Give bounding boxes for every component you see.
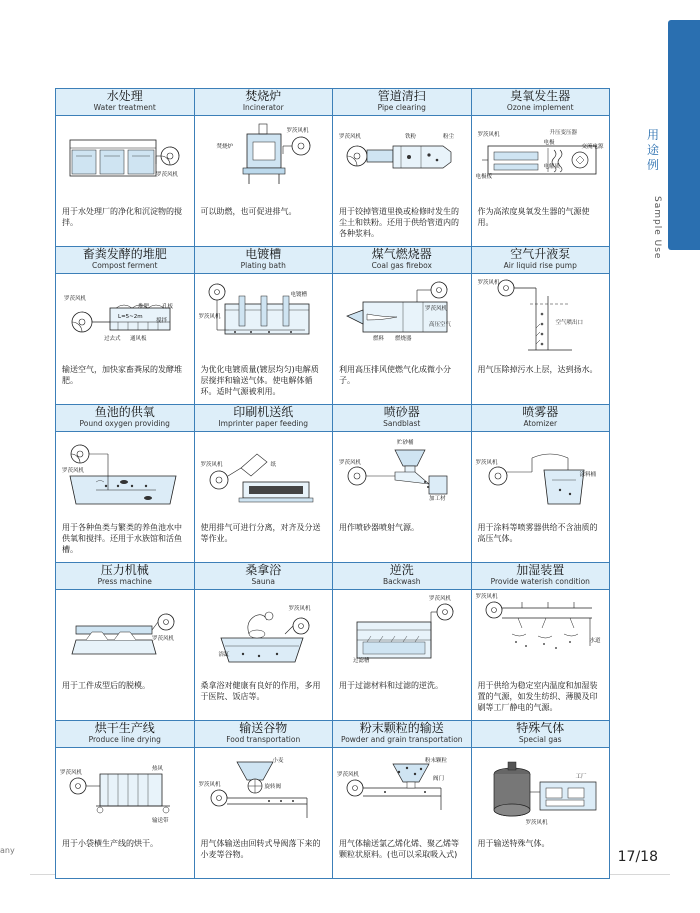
table-body-row <box>56 432 610 563</box>
title-cn: 喷砂器 <box>383 405 420 419</box>
cell-title-press-machine <box>56 563 195 590</box>
illustration-powder-grain-transportation <box>333 748 471 836</box>
illustration-press-machine <box>56 590 194 678</box>
title-cn: 煤气燃烧器 <box>371 247 432 261</box>
title-en: Press machine <box>97 577 152 586</box>
title-cn: 管道清扫 <box>377 89 426 103</box>
description: 使用排气可进行分离，对齐及分送等作业。 <box>200 523 321 543</box>
cell-title-imprinter-paper-feeding <box>194 405 333 432</box>
table-body-row <box>56 590 610 721</box>
label-factory: 工厂 <box>575 774 587 780</box>
cell-title-air-liquid-rise-pump <box>471 247 610 274</box>
label-blower: 罗茨风机 <box>525 820 548 826</box>
label-fuel: 燃料 <box>373 336 385 342</box>
title-en: Incinerator <box>242 103 284 112</box>
label-blower: 罗茨风机 <box>198 314 221 320</box>
illustration-backwash <box>333 590 471 678</box>
cell-body-pound-oxygen <box>56 432 195 563</box>
label-workpiece: 加工材 <box>429 496 446 502</box>
illustration-waterish-condition <box>472 590 610 678</box>
title-en: Pipe clearing <box>377 103 426 112</box>
title-en: Air liquid rise pump <box>503 261 577 270</box>
cell-title-pipe-clearing <box>333 89 472 116</box>
title-cn: 喷雾器 <box>522 405 559 419</box>
illustration-air-liquid-rise-pump <box>472 274 610 362</box>
title-cn: 印刷机送纸 <box>233 405 294 419</box>
description: 用于铰掉管道里换或检修时发生的尘土和铁粉。还用于供给管道内的各种浆料。 <box>339 207 459 238</box>
label-vent-plate: 通风板 <box>130 336 147 342</box>
cell-body-food-transportation <box>194 748 333 879</box>
label-blower: 罗茨风机 <box>425 306 448 312</box>
illustration-water-treatment <box>56 116 194 204</box>
cell-body-produce-line-drying <box>56 748 195 879</box>
illustration-produce-line-drying <box>56 748 194 836</box>
title-en: Coal gas firebox <box>371 261 432 270</box>
cell-body-water-treatment <box>56 116 195 247</box>
side-tab-marker <box>668 20 700 250</box>
label-plating-bath: 电镀槽 <box>290 292 308 298</box>
label-wheat: 小麦 <box>272 758 284 764</box>
label-transformer: 升压变压器 <box>549 130 578 136</box>
cell-title-food-transportation <box>194 721 333 748</box>
description: 为优化电镀质量(镀层均匀)电解质层搅拌和输送气体。使电解体循环。适时气源被利用。 <box>200 365 319 396</box>
cell-title-plating-bath <box>194 247 333 274</box>
label-blower: 罗茨风机 <box>288 606 311 612</box>
label-blower: 罗茨风机 <box>337 772 360 778</box>
illustration-compost-ferment <box>56 274 194 362</box>
description: 用于供给为稳定室内温度和加湿装置的气源，如发生纺织、薄膜及印刷等工厂静电的气源。 <box>477 681 598 712</box>
cell-body-sauna <box>194 590 333 721</box>
description: 用于小袋横生产线的烘干。 <box>62 839 158 848</box>
label-rotary-valve: 旋转阀 <box>264 784 282 790</box>
cell-title-sandblast <box>333 405 472 432</box>
label-blower: 罗茨风机 <box>156 172 179 178</box>
description: 用气压除掉污水上层，达到扬水。 <box>477 365 598 374</box>
cell-title-incinerator <box>194 89 333 116</box>
description: 桑拿浴对健康有良好的作用，多用于医院、饭店等。 <box>200 681 321 701</box>
label-blower: 罗茨风机 <box>152 636 175 642</box>
label-paint-bucket: 涂料桶 <box>579 472 597 478</box>
cell-body-atomizer <box>471 432 610 563</box>
cell-body-powder-grain-transportation <box>333 748 472 879</box>
illustration-sandblast <box>333 432 471 520</box>
title-en: Special gas <box>518 735 562 744</box>
title-cn: 鱼池的供氧 <box>94 405 155 419</box>
title-cn: 输送谷物 <box>239 721 288 735</box>
label-valve: 阀门 <box>433 776 445 782</box>
title-en: Sandblast <box>383 419 421 428</box>
description: 可以助燃，也可促进排气。 <box>200 207 297 216</box>
description: 用于涂料等喷雾器供给不含油质的高压气体。 <box>477 523 598 543</box>
cell-body-coal-gas-firebox <box>333 274 472 405</box>
title-cn: 畜粪发酵的堆肥 <box>82 247 167 261</box>
label-air-outlet: 空气喷出口 <box>555 320 584 326</box>
label-high-pressure-air: 高压空气 <box>429 322 452 328</box>
label-filter-tank: 过滤槽 <box>353 658 370 664</box>
title-cn: 特殊气体 <box>516 721 565 735</box>
cell-title-water-treatment <box>56 89 195 116</box>
label-dust: 粉尘 <box>443 134 455 140</box>
label-burner: 燃烧器 <box>395 336 412 342</box>
illustration-sauna <box>195 590 333 678</box>
title-en: Sauna <box>251 577 275 586</box>
label-orifice-plate: 孔板 <box>162 304 174 310</box>
label-paper: 纸 <box>270 462 277 468</box>
title-en: Provide waterish condition <box>490 577 590 586</box>
label-sand-hopper: 贮砂桶 <box>397 440 414 446</box>
cell-title-coal-gas-firebox <box>333 247 472 274</box>
illustration-pipe-clearing <box>333 116 471 204</box>
label-blower: 罗茨风机 <box>475 460 498 466</box>
title-cn: 逆洗 <box>389 563 414 577</box>
cell-title-compost-ferment <box>56 247 195 274</box>
title-cn: 水处理 <box>106 89 143 103</box>
label-electrode: 电极 <box>543 140 555 146</box>
title-en: Powder and grain transportation <box>340 735 463 744</box>
label-blower: 罗茨风机 <box>62 468 85 474</box>
cell-body-plating-bath <box>194 274 333 405</box>
illustration-pound-oxygen <box>56 432 194 520</box>
title-en: Pound oxygen providing <box>79 419 170 428</box>
cell-title-pound-oxygen <box>56 405 195 432</box>
description: 用气体输送由回转式导阀落下来的小麦等谷物。 <box>200 839 321 859</box>
label-bathtub: 浴缸 <box>218 652 230 658</box>
cell-body-ozone-implement <box>471 116 610 247</box>
illustration-plating-bath <box>195 274 333 362</box>
label-blower: 罗茨风机 <box>64 296 87 302</box>
description: 用于水处理厂的净化和沉淀物的搅拌。 <box>62 207 182 227</box>
sample-use-table <box>55 88 610 879</box>
cell-title-waterish-condition <box>471 563 610 590</box>
description: 用气体输送氯乙烯化烯、聚乙烯等颗粒状原料。(也可以采取吸入式) <box>339 839 459 859</box>
title-cn: 加湿装置 <box>516 563 565 577</box>
label-stir: 搅拌 <box>156 318 168 324</box>
cell-body-imprinter-paper-feeding <box>194 432 333 563</box>
title-en: Food transportation <box>226 735 301 744</box>
description: 用于输送特殊气体。 <box>477 839 550 848</box>
description: 用于各种鱼类与繁类的养鱼池水中供氧和搅拌。还用于水族馆和活鱼槽。 <box>62 523 182 554</box>
label-blower: 罗茨风机 <box>339 460 362 466</box>
title-cn: 烘干生产线 <box>94 721 155 735</box>
title-en: Water treatment <box>93 103 156 112</box>
cell-title-produce-line-drying <box>56 721 195 748</box>
table-body-row <box>56 274 610 405</box>
label-blower: 罗茨风机 <box>60 770 83 776</box>
title-en: Plating bath <box>240 261 286 270</box>
title-en: Backwash <box>382 577 421 586</box>
title-en: Atomizer <box>523 419 558 428</box>
label-blower: 罗茨风机 <box>477 132 500 138</box>
description: 作为高浓度臭氧发生器的气源使用。 <box>477 207 590 227</box>
cell-title-special-gas <box>471 721 610 748</box>
cell-title-sauna <box>194 563 333 590</box>
table-header-row <box>56 721 610 748</box>
label-electrolyte: 电解质 <box>543 164 561 170</box>
cell-body-sandblast <box>333 432 472 563</box>
label-blower: 罗茨风机 <box>286 128 309 134</box>
illustration-incinerator <box>195 116 333 204</box>
table-header-row <box>56 247 610 274</box>
cell-body-waterish-condition <box>471 590 610 721</box>
label-blower: 罗茨风机 <box>429 596 452 602</box>
title-cn: 电镀槽 <box>245 247 282 261</box>
label-incinerator-part: 焚烧炉 <box>216 144 234 150</box>
cell-body-pipe-clearing <box>333 116 472 247</box>
table-body-row <box>56 748 610 879</box>
label-hot-air: 热风 <box>152 766 164 772</box>
company-footnote: any <box>0 846 15 855</box>
label-electrode-plate: 电极板 <box>475 174 493 180</box>
label-blower: 罗茨风机 <box>477 280 500 286</box>
label-blower: 罗茨风机 <box>200 462 223 468</box>
cell-body-backwash <box>333 590 472 721</box>
illustration-ozone-implement <box>472 116 610 204</box>
description: 用作喷砂器喷射气源。 <box>339 523 419 532</box>
description: 输送空气，加快家畜粪尿的发酵堆肥。 <box>62 365 182 385</box>
title-cn: 桑拿浴 <box>245 563 282 577</box>
illustration-imprinter-paper-feeding <box>195 432 333 520</box>
label-powder-grain: 粉末颗粒 <box>425 758 448 764</box>
label-blower: 罗茨风机 <box>339 134 362 140</box>
cell-body-press-machine <box>56 590 195 721</box>
table-header-row <box>56 89 610 116</box>
table-header-row <box>56 563 610 590</box>
title-en: Produce line drying <box>88 735 161 744</box>
illustration-food-transportation <box>195 748 333 836</box>
label-past: 过去式 <box>104 336 121 342</box>
table-header-row <box>56 405 610 432</box>
label-blower: 罗茨风机 <box>198 782 221 788</box>
cell-body-compost-ferment <box>56 274 195 405</box>
label-blower: 罗茨风机 <box>475 594 498 600</box>
label-conveyor: 输送带 <box>152 818 169 824</box>
title-cn: 臭氧发生器 <box>510 89 571 103</box>
cell-body-incinerator <box>194 116 333 247</box>
title-cn: 压力机械 <box>100 563 149 577</box>
page-number: 17/18 <box>617 849 658 865</box>
label-iron-powder: 铁粉 <box>405 134 417 140</box>
description: 用于过滤材料和过滤的逆洗。 <box>339 681 443 690</box>
label-ac-power: 交流电源 <box>581 144 604 150</box>
cell-title-backwash <box>333 563 472 590</box>
illustration-special-gas <box>472 748 610 836</box>
label-compost: 堆肥 <box>138 304 150 310</box>
label-dimension: L=5~2m <box>118 314 143 320</box>
label-water-line: 水道 <box>589 638 601 644</box>
title-cn: 空气升液泵 <box>510 247 571 261</box>
side-label-cn: 用途例 <box>646 128 659 172</box>
title-cn: 焚烧炉 <box>245 89 282 103</box>
illustration-atomizer <box>472 432 610 520</box>
description: 用于工件成型后的脱模。 <box>62 681 150 690</box>
title-en: Ozone implement <box>506 103 574 112</box>
illustration-coal-gas-firebox <box>333 274 471 362</box>
cell-title-ozone-implement <box>471 89 610 116</box>
table-body-row <box>56 116 610 247</box>
cell-title-atomizer <box>471 405 610 432</box>
description: 利用高压排风使燃气化成微小分子。 <box>339 365 451 385</box>
cell-body-special-gas <box>471 748 610 879</box>
title-en: Imprinter paper feeding <box>218 419 309 428</box>
title-en: Compost ferment <box>91 261 158 270</box>
side-label-en: Sample Use <box>652 196 662 260</box>
title-cn: 粉末颗粒的输送 <box>359 721 444 735</box>
cell-body-air-liquid-rise-pump <box>471 274 610 405</box>
cell-title-powder-grain-transportation <box>333 721 472 748</box>
